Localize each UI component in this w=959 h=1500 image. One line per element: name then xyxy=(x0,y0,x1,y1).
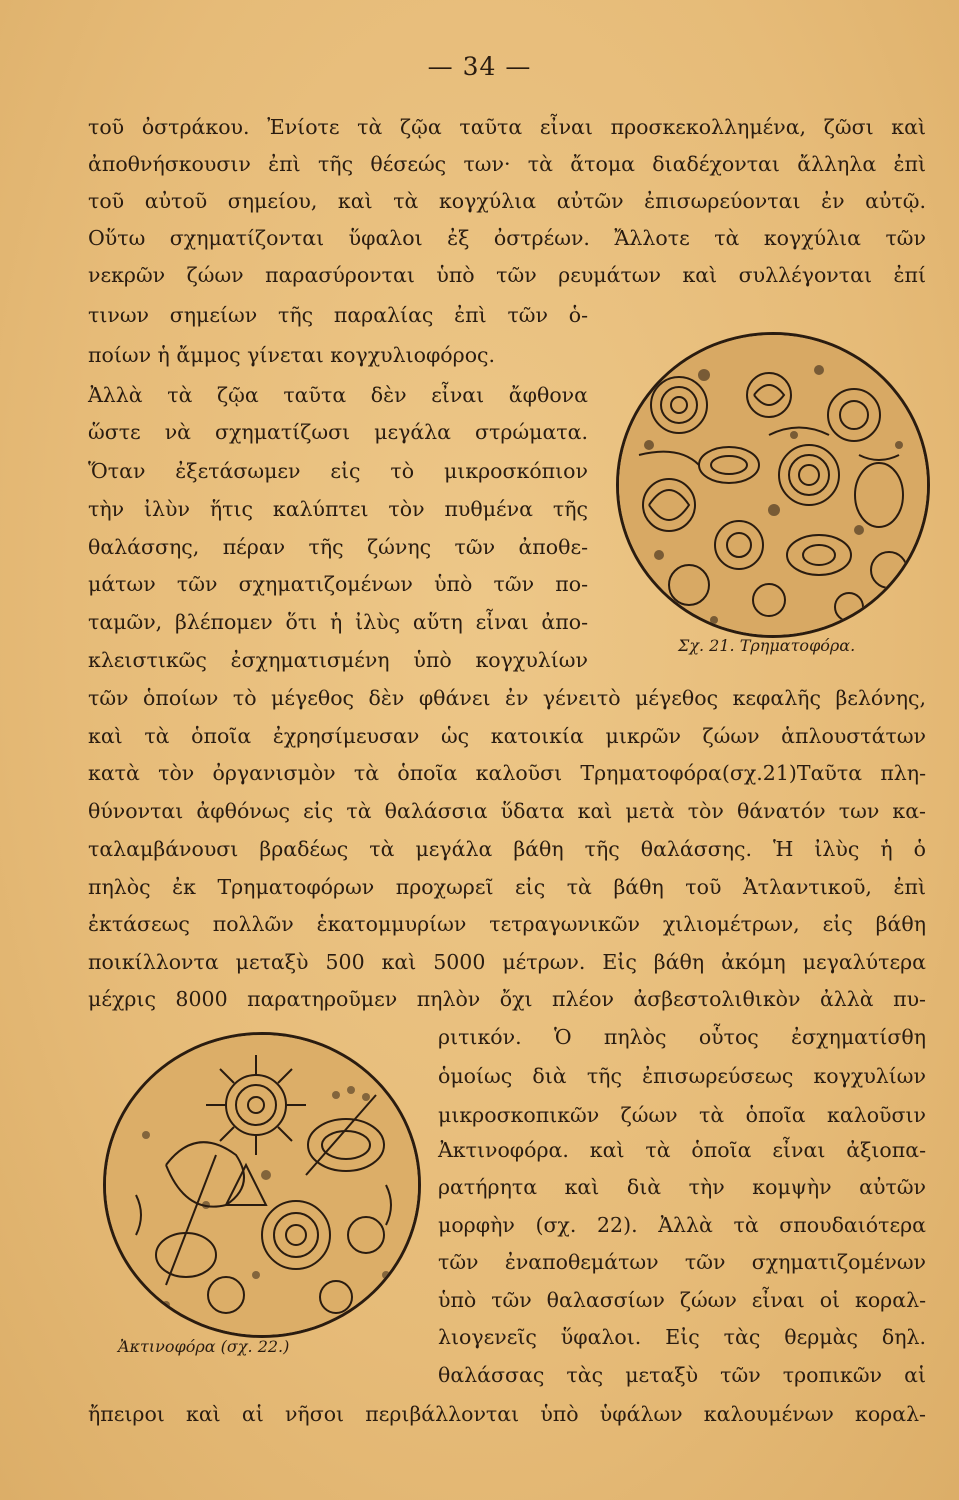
text-line: κατὰ τὸν ὀργανισμὸν τὰ ὁποῖα καλοῦσι Τρηματοφόρα(σχ.21)Ταῦτα πλη- xyxy=(88,761,926,785)
text-line: τοῦ αὐτοῦ σημείου, καὶ τὰ κογχύλια αὐτῶν ἐπισωρεύονται ἐν αὐτῷ. xyxy=(88,189,926,213)
text-line: ταλαμβάνουσι βραδέως τὰ μεγάλα βάθη τῆς θαλάσσης. Ἡ ἰλὺς ἡ ὁ xyxy=(88,837,926,861)
text-line: Ὅταν ἐξετάσωμεν εἰς τὸ μικροσκόπιον xyxy=(88,459,588,483)
figure-22-radiolaria xyxy=(103,1032,421,1338)
text-line: τῶν ὁποίων τὸ μέγεθος δὲν φθάνει ἐν γένειτὸ μέγεθος κεφαλῆς βελόνης, xyxy=(88,686,926,710)
text-line: ἀποθνήσκουσιν ἐπὶ τῆς θέσεώς των· τὰ ἄτομα διαδέχονται ἄλληλα ἐπὶ xyxy=(88,152,926,176)
text-line: Οὕτω σχηματίζονται ὕφαλοι ἐξ ὀστρέων. Ἄλλοτε τὰ κογχύλια τῶν xyxy=(88,226,926,250)
text-line: ριτικόν. Ὁ πηλὸς οὗτος ἐσχηματίσθη xyxy=(438,1025,926,1049)
text-line: ὁμοίως διὰ τῆς ἐπισωρεύσεως κογχυλίων xyxy=(438,1064,926,1088)
text-line: θαλάσσας τὰς μεταξὺ τῶν τροπικῶν αἱ xyxy=(438,1363,926,1387)
text-line: ὥστε νὰ σχηματίζωσι μεγάλα στρώματα. xyxy=(88,420,588,444)
text-line: μάτων τῶν σχηματιζομένων ὑπὸ τῶν πο- xyxy=(88,572,588,596)
figure-22-caption: Ἀκτινοφόρα (σχ. 22.) xyxy=(118,1337,290,1356)
text-line: καὶ τὰ ὁποῖα ἐχρησίμευσαν ὡς κατοικία μικρῶν ζώων ἁπλουστάτων xyxy=(88,724,926,748)
text-line: ὑπὸ τῶν θαλασσίων ζώων εἶναι οἱ κοραλ- xyxy=(438,1288,926,1312)
text-line: ἐκτάσεως πολλῶν ἑκατομμυρίων τετραγωνικῶν χιλιομέτρων, εἰς βάθη xyxy=(88,912,926,936)
text-line: θύνονται ἀφθόνως εἰς τὰ θαλάσσια ὕδατα καὶ μετὰ τὸν θάνατόν των κα- xyxy=(88,799,926,823)
text-line: ποικίλλοντα μεταξὺ 500 καὶ 5000 μέτρων. Εἰς βάθη ἀκόμη μεγαλύτερα xyxy=(88,950,926,974)
page-number: — 34 — xyxy=(427,52,532,81)
text-line: ἤπειροι καὶ αἱ νῆσοι περιβάλλονται ὑπὸ ὑφάλων καλουμένων κοραλ- xyxy=(88,1402,926,1426)
text-line: ρατήρητα καὶ διὰ τὴν κομψὴν αὐτῶν xyxy=(438,1175,926,1199)
text-line: μορφὴν (σχ. 22). Ἀλλὰ τὰ σπουδαιότερα xyxy=(438,1213,926,1237)
text-line: θαλάσσης, πέραν τῆς ζώνης τῶν ἀποθε- xyxy=(88,535,588,559)
text-line: μικροσκοπικῶν ζώων τὰ ὁποῖα καλοῦσιν xyxy=(438,1103,926,1127)
text-line: Ἀκτινοφόρα. καὶ τὰ ὁποῖα εἶναι ἀξιοπα- xyxy=(438,1138,926,1162)
text-line: τὴν ἰλὺν ἥτις καλύπτει τὸν πυθμένα τῆς xyxy=(88,497,588,521)
text-line: μέχρις 8000 παρατηροῦμεν πηλὸν ὄχι πλέον ἀσβεστολιθικὸν ἀλλὰ πυ- xyxy=(88,987,926,1011)
text-line: τινων σημείων τῆς παραλίας ἐπὶ τῶν ὁ- xyxy=(88,303,588,327)
figure-21-foraminifera xyxy=(616,332,930,638)
text-line: τοῦ ὀστράκου. Ἐνίοτε τὰ ζῷα ταῦτα εἶναι προσκεκολλημένα, ζῶσι καὶ xyxy=(88,115,926,139)
text-line: κλειστικῶς ἐσχηματισμένη ὑπὸ κογχυλίων xyxy=(88,648,588,672)
text-line: λιογενεῖς ὕφαλοι. Εἰς τὰς θερμὰς δηλ. xyxy=(438,1325,926,1349)
figure-21-caption: Σχ. 21. Τρηματοφόρα. xyxy=(678,636,856,655)
text-line: πηλὸς ἐκ Τρηματοφόρων προχωρεῖ εἰς τὰ βάθη τοῦ Ἀτλαντικοῦ, ἐπὶ xyxy=(88,875,926,899)
text-line: ταμῶν, βλέπομεν ὅτι ἡ ἰλὺς αὕτη εἶναι ἀπο- xyxy=(88,610,588,634)
text-line: τῶν ἐναποθεμάτων τῶν σχηματιζομένων xyxy=(438,1250,926,1274)
text-line: ποίων ἡ ἄμμος γίνεται κογχυλιοφόρος. xyxy=(88,343,496,367)
text-line: νεκρῶν ζώων παρασύρονται ὑπὸ τῶν ρευμάτων καὶ συλλέγονται ἐπί xyxy=(88,263,926,287)
radiolaria-illustration xyxy=(106,1035,418,1335)
text-line: Ἀλλὰ τὰ ζῷα ταῦτα δὲν εἶναι ἄφθονα xyxy=(88,383,588,407)
foraminifera-illustration xyxy=(619,335,927,635)
